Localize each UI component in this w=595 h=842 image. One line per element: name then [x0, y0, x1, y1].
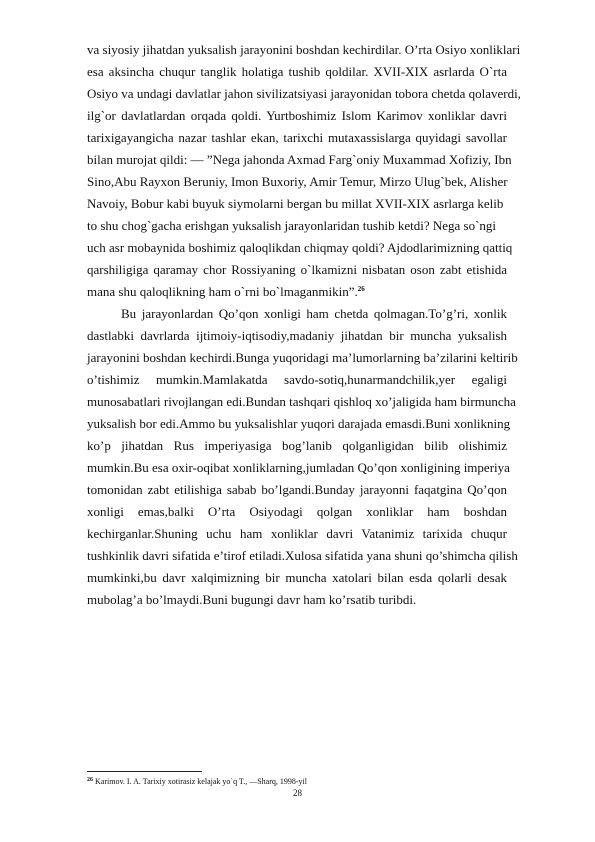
body-line: tomonidan zabt etilishiga sabab bo’lgandi.Bunday jarayonni faqatgina Qo’qon	[87, 482, 507, 497]
body-line: mumkin.Bu esa oxir-oqibat xonliklarning,jumladan Qo’qon xonligining imperiya	[87, 460, 510, 475]
body-line: bilan murojat qildi: — ”Nega jahonda Axmad Farg`oniy Muxammad Xofiziy, Ibn	[87, 152, 512, 167]
body-line: Bu jarayonlardan Qo’qon xonligi ham chetda qolmagan.To’g’ri, xonlik	[121, 306, 507, 321]
body-line: mumkinki,bu davr xalqimizning bir muncha xatolari bilan esda qolarli desak	[87, 570, 507, 585]
footnote-text: Karimov. I. A. Tarixiy xotirasiz kelajak yo`q T., —Sharq, 1998-yil	[95, 777, 307, 786]
body-line: tushkinlik davri sifatida e’tirof etiladi.Xulosa sifatida yana shuni qo’shimcha qilish	[87, 548, 518, 563]
body-line: va siyosiy jihatdan yuksalish jarayonini boshdan kechirdilar. O’rta Osiyo xonliklari	[87, 42, 521, 57]
body-line: to shu chog`gacha erishgan yuksalish jarayonlaridan tushib ketdi? Nega so`ngi	[87, 218, 497, 233]
body-line: esa aksincha chuqur tanglik holatiga tushib qoldilar. XVII-XIX asrlarda O`rta	[87, 64, 507, 79]
body-line: munosabatlari rivojlangan edi.Bundan tashqari qishloq xo’jaligida ham birmuncha	[87, 394, 516, 409]
body-line: ilg`or davlatlardan orqada qoldi. Yurtboshimiz Islom Karimov xonliklar davri	[87, 108, 507, 123]
footnote-separator	[87, 771, 202, 772]
body-line: tarixigayangicha nazar tashlar ekan, tarixchi mutaxassislarga quyidagi savollar	[87, 130, 507, 145]
body-line: xonligi emas,balki O’rta Osiyodagi qolgan xonliklar ham boshdan	[87, 504, 507, 519]
body-line: jarayonini boshdan kechirdi.Bunga yuqoridagi ma’lumorlarning ba’zilarini keltirib	[87, 350, 518, 365]
body-line: mubolag’a bo’lmaydi.Buni bugungi davr ham ko’rsatib turibdi.	[87, 592, 417, 607]
body-line: Osiyo va undagi davlatlar jahon sivilizatsiyasi jarayonidan tobora chetda qolaverdi,	[87, 86, 521, 101]
body-line: ko’p jihatdan Rus imperiyasiga bog’lanib qolganligidan bilib olishimiz	[87, 438, 507, 453]
body-line: qarshiligiga qaramay chor Rossiyaning o`lkamizni nisbatan oson zabt etishida	[87, 262, 507, 277]
body-line: yuksalish bor edi.Ammo bu yuksalishlar yuqori darajada emasdi.Buni xonlikning	[87, 416, 511, 431]
body-line: kechirganlar.Shuning uchu ham xonliklar davri Vatanimiz tarixida chuqur	[87, 526, 507, 541]
footnote	[87, 776, 307, 787]
body-line: uch asr mobaynida boshimiz qaloqlikdan chiqmay qoldi? Ajdodlarimizning qattiq	[87, 240, 513, 255]
page-number: 28	[293, 788, 302, 798]
body-line: o’tishimiz mumkin.Mamlakatda savdo-sotiq,hunarmandchilik,yer egaligi	[87, 372, 507, 387]
body-line: Sino,Abu Rayxon Beruniy, Imon Buxoriy, Amir Temur, Mirzo Ulug`bek, Alisher	[87, 174, 508, 189]
body-line: Navoiy, Bobur kabi buyuk siymolarni bergan bu millat XVII-XIX asrlarga kelib	[87, 196, 504, 211]
footnote-reference[interactable]: 26	[357, 285, 365, 293]
body-line: dastlabki davrlarda ijtimoiy-iqtisodiy,madaniy jihatdan bir muncha yuksalish	[87, 328, 507, 343]
body-line-with-footnote	[87, 284, 507, 300]
footnote-number: 26	[87, 777, 93, 783]
body-line-text: mana shu qaloqlikning ham o`rni bo`lmaganmikin”.	[87, 284, 358, 299]
